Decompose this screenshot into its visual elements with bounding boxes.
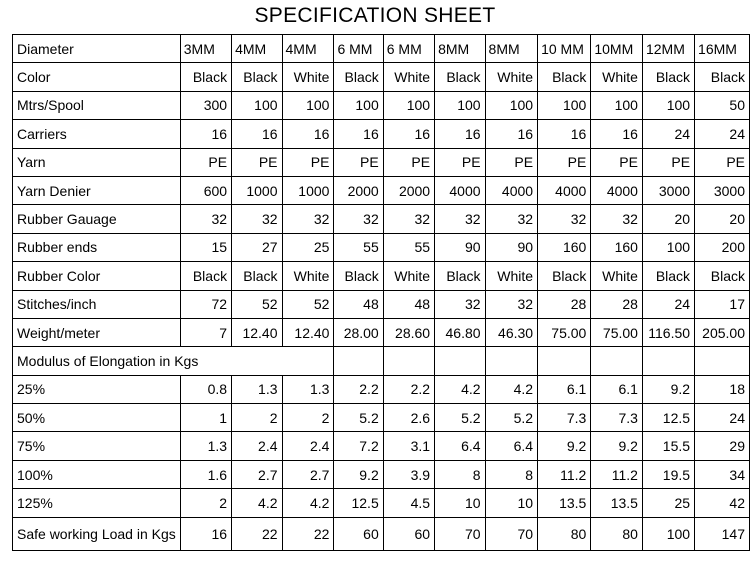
table-row bbox=[13, 290, 750, 318]
table-cell: 15.5 bbox=[642, 432, 694, 460]
table-cell: 2 bbox=[180, 489, 231, 517]
table-cell: 100 bbox=[642, 233, 694, 261]
table-cell: 2.2 bbox=[334, 375, 383, 403]
table-cell: 200 bbox=[695, 233, 750, 261]
row-label: Carriers bbox=[13, 120, 181, 148]
table-cell: 70 bbox=[485, 517, 538, 550]
table-cell: 10 MM bbox=[538, 35, 591, 63]
table-cell: 32 bbox=[591, 205, 643, 233]
table-cell: White bbox=[485, 63, 538, 91]
table-cell: 16MM bbox=[695, 35, 750, 63]
table-cell: 160 bbox=[538, 233, 591, 261]
table-cell: 75.00 bbox=[591, 318, 643, 346]
table-cell: 32 bbox=[232, 205, 282, 233]
table-cell: 5.2 bbox=[334, 404, 383, 432]
table-cell: 12.40 bbox=[232, 318, 282, 346]
table-cell: White bbox=[383, 63, 434, 91]
table-cell: 29 bbox=[695, 432, 750, 460]
table-cell: Black bbox=[642, 63, 694, 91]
row-label: Yarn bbox=[13, 148, 181, 176]
table-row bbox=[13, 233, 750, 261]
table-cell: White bbox=[282, 63, 334, 91]
table-cell: 4000 bbox=[591, 176, 643, 204]
table-cell: 16 bbox=[383, 120, 434, 148]
table-row bbox=[13, 318, 750, 346]
table-cell: 80 bbox=[538, 517, 591, 550]
table-cell: 24 bbox=[695, 404, 750, 432]
table-cell: 70 bbox=[435, 517, 485, 550]
table-cell: 12.5 bbox=[642, 404, 694, 432]
row-label: Diameter bbox=[13, 35, 181, 63]
table-row bbox=[13, 262, 750, 290]
table-cell: 6.1 bbox=[538, 375, 591, 403]
table-cell: 1.6 bbox=[180, 460, 231, 488]
table-cell: 9.2 bbox=[538, 432, 591, 460]
table-cell: 2.4 bbox=[282, 432, 334, 460]
table-cell: 75.00 bbox=[538, 318, 591, 346]
table-cell: 13.5 bbox=[591, 489, 643, 517]
table-cell: Black bbox=[232, 63, 282, 91]
table-cell: 9.2 bbox=[642, 375, 694, 403]
table-cell: PE bbox=[180, 148, 231, 176]
table-cell: 52 bbox=[232, 290, 282, 318]
table-cell: 48 bbox=[383, 290, 434, 318]
table-cell: 4.2 bbox=[485, 375, 538, 403]
row-label: Mtrs/Spool bbox=[13, 91, 181, 119]
table-cell: 2.4 bbox=[232, 432, 282, 460]
table-cell: PE bbox=[642, 148, 694, 176]
table-cell: 60 bbox=[334, 517, 383, 550]
table-cell: Black bbox=[695, 63, 750, 91]
table-cell: 4.5 bbox=[383, 489, 434, 517]
table-cell: 90 bbox=[485, 233, 538, 261]
table-cell: Black bbox=[538, 262, 591, 290]
table-cell: 16 bbox=[232, 120, 282, 148]
table-cell: Black bbox=[180, 262, 231, 290]
table-cell: 8MM bbox=[485, 35, 538, 63]
table-cell: PE bbox=[435, 148, 485, 176]
section-row bbox=[13, 347, 750, 375]
elongation-row bbox=[13, 432, 750, 460]
table-cell: 11.2 bbox=[538, 460, 591, 488]
table-cell: 32 bbox=[282, 205, 334, 233]
table-cell: White bbox=[485, 262, 538, 290]
table-cell: 6.4 bbox=[485, 432, 538, 460]
empty-cell bbox=[642, 347, 694, 375]
table-cell: 4000 bbox=[538, 176, 591, 204]
table-cell: 32 bbox=[180, 205, 231, 233]
table-cell: 28 bbox=[538, 290, 591, 318]
table-cell: 10 bbox=[485, 489, 538, 517]
table-cell: PE bbox=[695, 148, 750, 176]
row-label: 125% bbox=[13, 489, 181, 517]
table-cell: 5.2 bbox=[485, 404, 538, 432]
table-row bbox=[13, 148, 750, 176]
table-cell: 24 bbox=[642, 120, 694, 148]
table-cell: 1 bbox=[180, 404, 231, 432]
table-cell: 2.7 bbox=[232, 460, 282, 488]
table-cell: 6.1 bbox=[591, 375, 643, 403]
table-cell: 1.3 bbox=[282, 375, 334, 403]
table-cell: 12.40 bbox=[282, 318, 334, 346]
table-cell: 100 bbox=[591, 91, 643, 119]
empty-cell bbox=[334, 347, 383, 375]
table-cell: 20 bbox=[642, 205, 694, 233]
table-cell: 50 bbox=[695, 91, 750, 119]
table-cell: 34 bbox=[695, 460, 750, 488]
table-cell: PE bbox=[485, 148, 538, 176]
elongation-row bbox=[13, 489, 750, 517]
table-cell: 600 bbox=[180, 176, 231, 204]
empty-cell bbox=[695, 347, 750, 375]
table-cell: 18 bbox=[695, 375, 750, 403]
elongation-row bbox=[13, 404, 750, 432]
table-cell: Black bbox=[538, 63, 591, 91]
table-cell: 100 bbox=[383, 91, 434, 119]
page-title: SPECIFICATION SHEET bbox=[254, 4, 496, 27]
table-cell: 8 bbox=[485, 460, 538, 488]
table-cell: 2.7 bbox=[282, 460, 334, 488]
row-label: Yarn Denier bbox=[13, 176, 181, 204]
row-label: 50% bbox=[13, 404, 181, 432]
empty-cell bbox=[485, 347, 538, 375]
table-cell: 28.60 bbox=[383, 318, 434, 346]
table-cell: Black bbox=[334, 63, 383, 91]
table-cell: 24 bbox=[695, 120, 750, 148]
table-cell: 100 bbox=[642, 517, 694, 550]
header-row bbox=[13, 35, 750, 63]
table-cell: 2 bbox=[282, 404, 334, 432]
table-cell: 8 bbox=[435, 460, 485, 488]
elongation-row bbox=[13, 375, 750, 403]
table-cell: 10 bbox=[435, 489, 485, 517]
table-cell: 16 bbox=[591, 120, 643, 148]
table-cell: PE bbox=[232, 148, 282, 176]
table-cell: 100 bbox=[282, 91, 334, 119]
table-cell: 3.1 bbox=[383, 432, 434, 460]
table-cell: 100 bbox=[232, 91, 282, 119]
table-cell: 3000 bbox=[642, 176, 694, 204]
table-cell: 300 bbox=[180, 91, 231, 119]
table-cell: 100 bbox=[485, 91, 538, 119]
table-row bbox=[13, 63, 750, 91]
table-cell: 32 bbox=[485, 205, 538, 233]
row-label: Rubber Color bbox=[13, 262, 181, 290]
table-body bbox=[13, 35, 750, 551]
table-cell: White bbox=[383, 262, 434, 290]
table-cell: 27 bbox=[232, 233, 282, 261]
table-cell: 2000 bbox=[334, 176, 383, 204]
table-cell: 16 bbox=[180, 517, 231, 550]
table-cell: 32 bbox=[435, 290, 485, 318]
specification-table bbox=[12, 34, 750, 551]
table-cell: 4MM bbox=[282, 35, 334, 63]
table-cell: 55 bbox=[334, 233, 383, 261]
table-cell: 116.50 bbox=[642, 318, 694, 346]
table-cell: Black bbox=[334, 262, 383, 290]
table-cell: 1.3 bbox=[180, 432, 231, 460]
table-cell: 7.3 bbox=[538, 404, 591, 432]
table-cell: 3MM bbox=[180, 35, 231, 63]
table-cell: 100 bbox=[334, 91, 383, 119]
table-cell: 16 bbox=[282, 120, 334, 148]
table-cell: White bbox=[591, 63, 643, 91]
row-label: 75% bbox=[13, 432, 181, 460]
table-cell: 52 bbox=[282, 290, 334, 318]
section-label: Modulus of Elongation in Kgs bbox=[13, 347, 334, 375]
table-cell: 2 bbox=[232, 404, 282, 432]
table-cell: 16 bbox=[180, 120, 231, 148]
row-label: 25% bbox=[13, 375, 181, 403]
table-cell: 32 bbox=[334, 205, 383, 233]
table-cell: 60 bbox=[383, 517, 434, 550]
table-cell: PE bbox=[591, 148, 643, 176]
table-cell: 147 bbox=[695, 517, 750, 550]
table-cell: 2.2 bbox=[383, 375, 434, 403]
table-cell: 4.2 bbox=[232, 489, 282, 517]
table-cell: 11.2 bbox=[591, 460, 643, 488]
row-label: Stitches/inch bbox=[13, 290, 181, 318]
table-cell: 13.5 bbox=[538, 489, 591, 517]
table-cell: 4000 bbox=[485, 176, 538, 204]
empty-cell bbox=[538, 347, 591, 375]
row-label: Rubber ends bbox=[13, 233, 181, 261]
safe-load-row bbox=[13, 517, 750, 550]
table-cell: 16 bbox=[334, 120, 383, 148]
table-cell: 32 bbox=[485, 290, 538, 318]
table-cell: 100 bbox=[435, 91, 485, 119]
elongation-row bbox=[13, 460, 750, 488]
table-cell: 1.3 bbox=[232, 375, 282, 403]
empty-cell bbox=[591, 347, 643, 375]
table-cell: 4.2 bbox=[435, 375, 485, 403]
table-cell: 6 MM bbox=[383, 35, 434, 63]
empty-cell bbox=[435, 347, 485, 375]
table-cell: 9.2 bbox=[591, 432, 643, 460]
table-cell: 28.00 bbox=[334, 318, 383, 346]
table-cell: 55 bbox=[383, 233, 434, 261]
row-label: Rubber Gauage bbox=[13, 205, 181, 233]
table-cell: 28 bbox=[591, 290, 643, 318]
table-cell: 9.2 bbox=[334, 460, 383, 488]
table-cell: 205.00 bbox=[695, 318, 750, 346]
empty-cell bbox=[383, 347, 434, 375]
table-cell: 16 bbox=[435, 120, 485, 148]
table-cell: 8MM bbox=[435, 35, 485, 63]
table-cell: 80 bbox=[591, 517, 643, 550]
table-cell: 46.80 bbox=[435, 318, 485, 346]
row-label: Safe working Load in Kgs bbox=[13, 517, 181, 550]
table-cell: 3000 bbox=[695, 176, 750, 204]
table-cell: 2.6 bbox=[383, 404, 434, 432]
table-row bbox=[13, 176, 750, 204]
table-row bbox=[13, 91, 750, 119]
table-cell: 10MM bbox=[591, 35, 643, 63]
table-cell: 90 bbox=[435, 233, 485, 261]
row-label: Weight/meter bbox=[13, 318, 181, 346]
table-cell: 1000 bbox=[282, 176, 334, 204]
table-cell: 7.2 bbox=[334, 432, 383, 460]
table-cell: 20 bbox=[695, 205, 750, 233]
table-cell: 17 bbox=[695, 290, 750, 318]
table-cell: 25 bbox=[282, 233, 334, 261]
table-cell: 19.5 bbox=[642, 460, 694, 488]
table-cell: 100 bbox=[642, 91, 694, 119]
table-cell: 1000 bbox=[232, 176, 282, 204]
table-cell: 4000 bbox=[435, 176, 485, 204]
table-cell: 7.3 bbox=[591, 404, 643, 432]
table-cell: 4MM bbox=[232, 35, 282, 63]
table-cell: 16 bbox=[485, 120, 538, 148]
table-cell: White bbox=[282, 262, 334, 290]
table-cell: 72 bbox=[180, 290, 231, 318]
table-cell: Black bbox=[435, 63, 485, 91]
table-cell: 46.30 bbox=[485, 318, 538, 346]
table-cell: 15 bbox=[180, 233, 231, 261]
table-cell: 22 bbox=[282, 517, 334, 550]
table-cell: 32 bbox=[538, 205, 591, 233]
table-cell: 24 bbox=[642, 290, 694, 318]
table-row bbox=[13, 205, 750, 233]
table-cell: Black bbox=[642, 262, 694, 290]
table-cell: PE bbox=[334, 148, 383, 176]
table-cell: 32 bbox=[435, 205, 485, 233]
table-cell: 6.4 bbox=[435, 432, 485, 460]
table-cell: 6 MM bbox=[334, 35, 383, 63]
table-row bbox=[13, 120, 750, 148]
row-label: 100% bbox=[13, 460, 181, 488]
table-cell: Black bbox=[695, 262, 750, 290]
table-cell: White bbox=[591, 262, 643, 290]
table-cell: 42 bbox=[695, 489, 750, 517]
table-cell: 7 bbox=[180, 318, 231, 346]
table-cell: 3.9 bbox=[383, 460, 434, 488]
table-cell: 100 bbox=[538, 91, 591, 119]
row-label: Color bbox=[13, 63, 181, 91]
table-cell: Black bbox=[180, 63, 231, 91]
table-cell: 160 bbox=[591, 233, 643, 261]
table-cell: 12.5 bbox=[334, 489, 383, 517]
table-cell: 4.2 bbox=[282, 489, 334, 517]
table-cell: 5.2 bbox=[435, 404, 485, 432]
table-cell: 12MM bbox=[642, 35, 694, 63]
table-cell: 2000 bbox=[383, 176, 434, 204]
table-cell: 16 bbox=[538, 120, 591, 148]
table-cell: Black bbox=[435, 262, 485, 290]
table-cell: 0.8 bbox=[180, 375, 231, 403]
table-cell: PE bbox=[538, 148, 591, 176]
table-cell: 32 bbox=[383, 205, 434, 233]
table-cell: 48 bbox=[334, 290, 383, 318]
table-cell: 22 bbox=[232, 517, 282, 550]
table-cell: PE bbox=[282, 148, 334, 176]
table-cell: PE bbox=[383, 148, 434, 176]
table-cell: Black bbox=[232, 262, 282, 290]
table-cell: 25 bbox=[642, 489, 694, 517]
